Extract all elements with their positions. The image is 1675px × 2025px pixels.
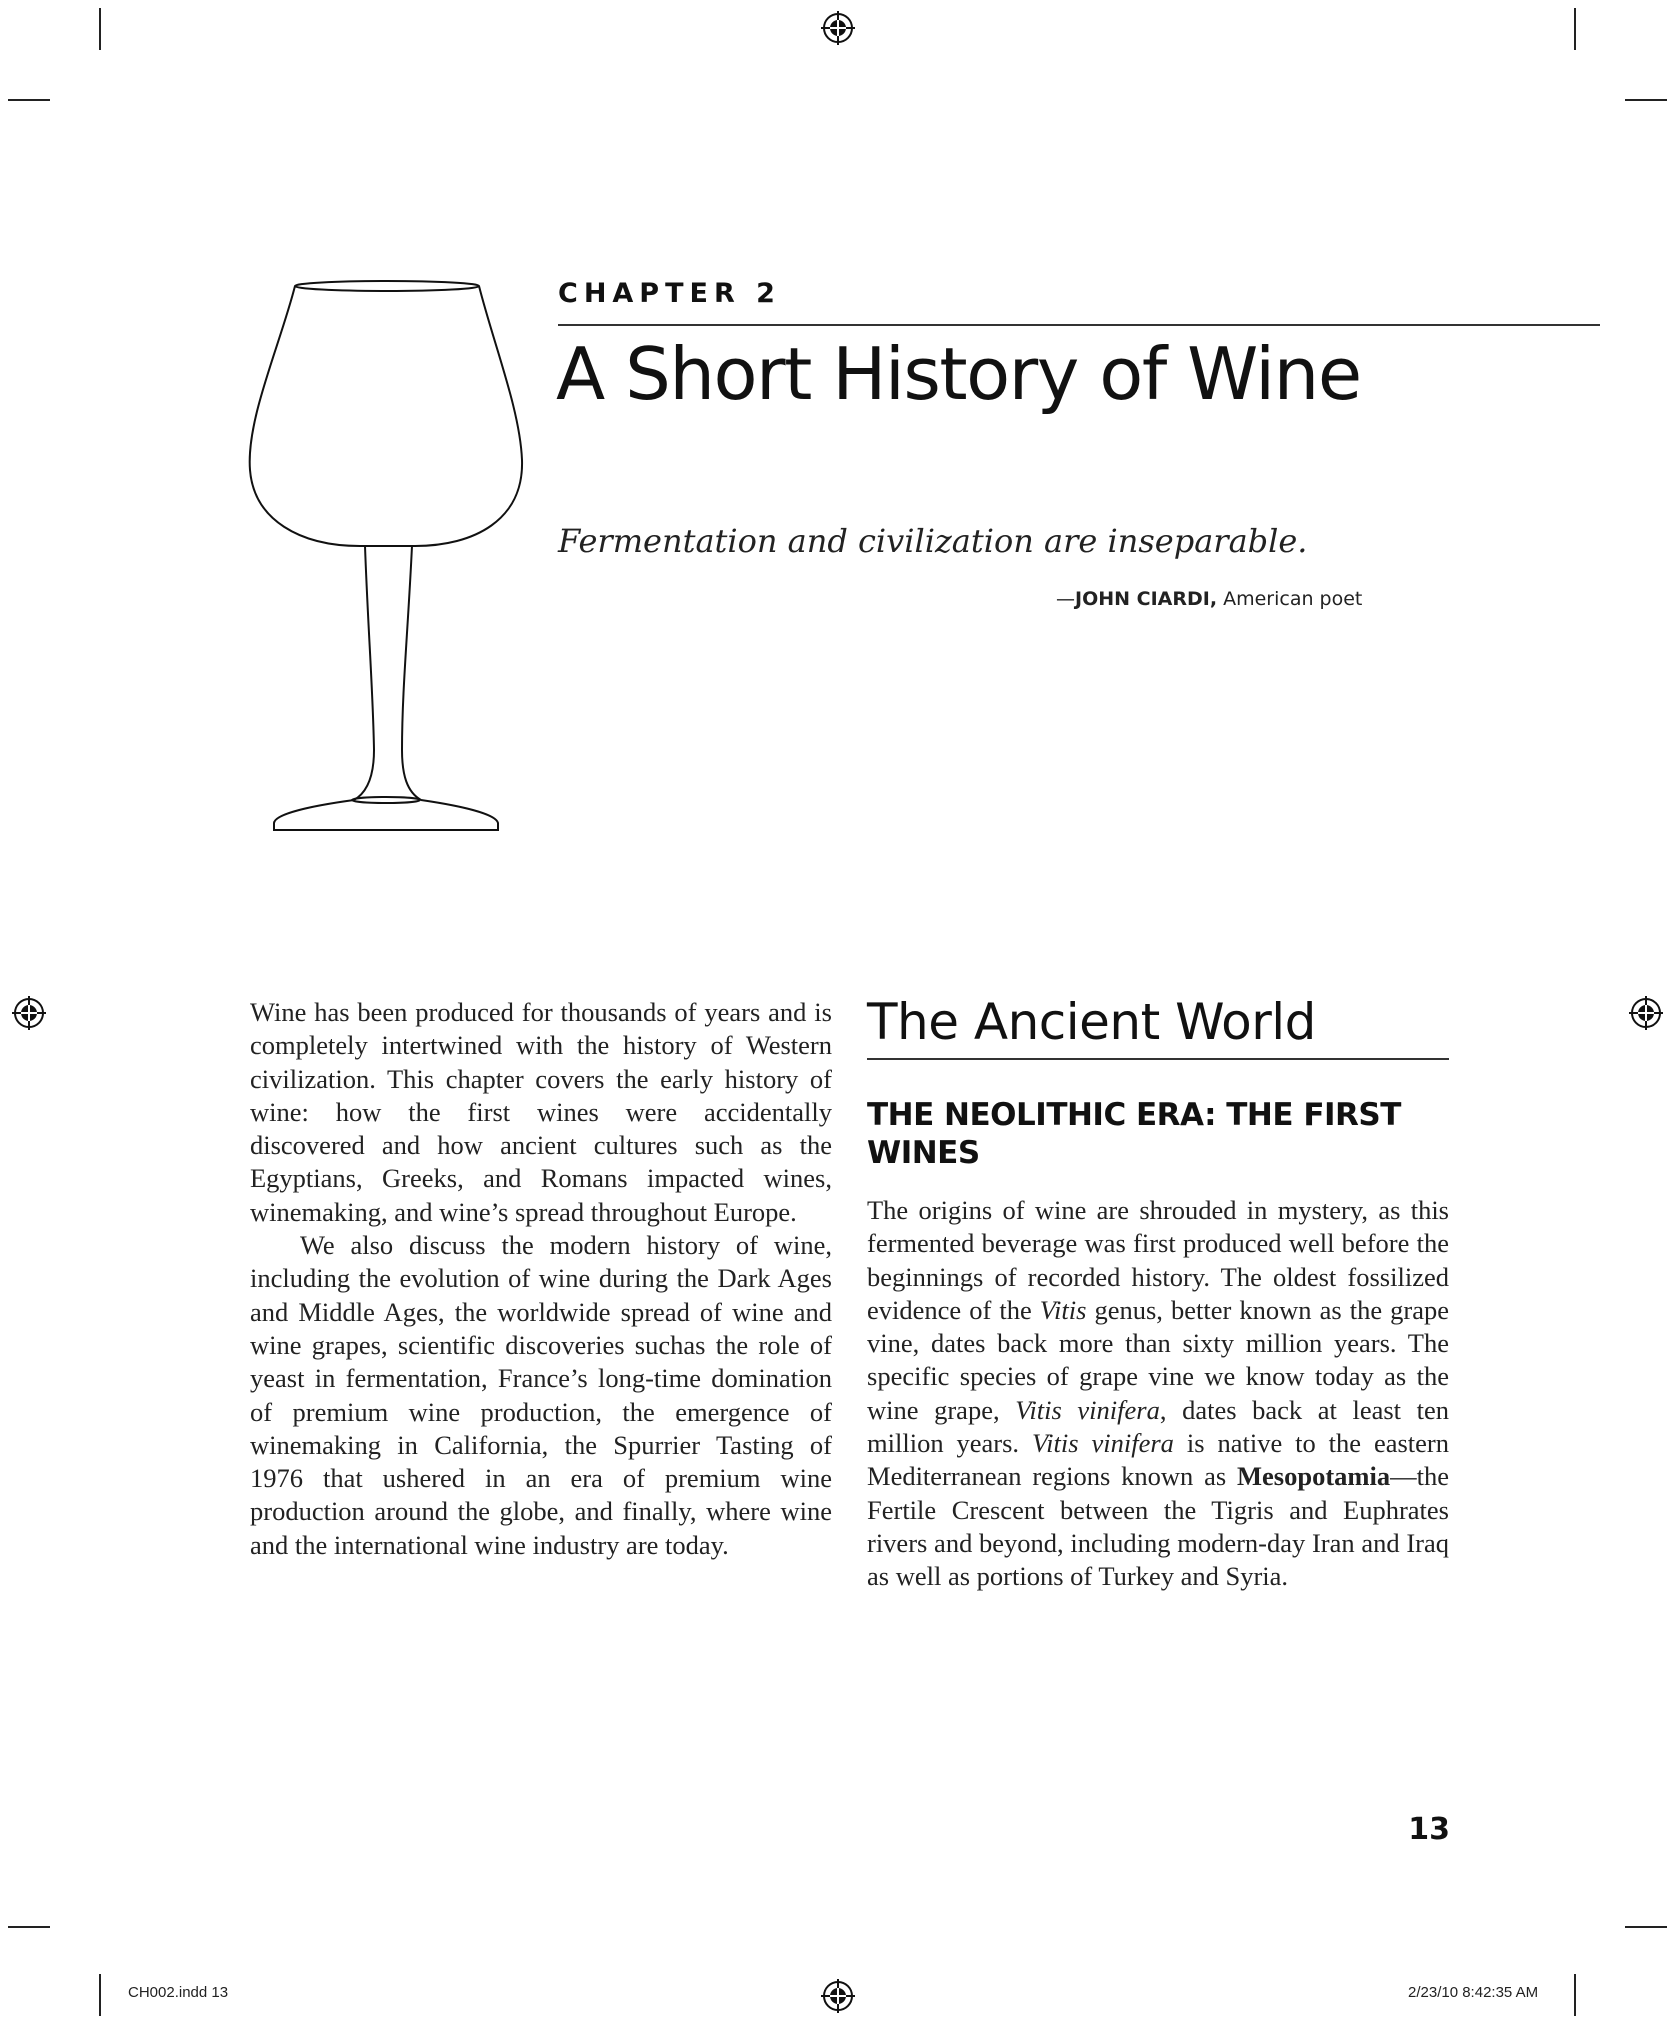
section-body: [867, 1194, 1449, 1594]
chapter-rule: [558, 324, 1600, 326]
registration-mark-icon: [821, 1979, 855, 2013]
crop-mark: [8, 99, 50, 101]
intro-paragraph: Wine has been produced for thousands of years and is completely intertwined with the history of Western civilization. This chapter covers the early history of wine: how the first wines were accidentally discovered and how ancient cultures such as the Egyptians, Greeks, and Romans impacted wines, winemaking, and wine’s spread throughout Europe.: [250, 997, 832, 1227]
term-vitis: Vitis: [1039, 1294, 1087, 1325]
intro-column: [250, 996, 832, 1562]
registration-mark-icon: [1629, 996, 1663, 1030]
subsection-title: THE NEOLITHIC ERA: THE FIRST WINES: [867, 1097, 1401, 1171]
wine-glass-icon: [240, 270, 540, 850]
attribution-author: JOHN CIARDI,: [1075, 588, 1218, 610]
slug-filename: CH002.indd 13: [128, 1984, 229, 2001]
chapter-label: CHAPTER 2: [558, 278, 781, 309]
body-text: , dates back at least ten million years.: [867, 1394, 1449, 1459]
crop-mark: [99, 8, 101, 50]
body-text: The origins of wine are shrouded in mystery, as this fermented beverage was first produced well before the beginnings of recorded history. The oldest fossilized evidence of the: [867, 1195, 1449, 1325]
crop-mark: [99, 1974, 101, 2016]
body-text: —the Fertile Crescent between the Tigris and Euphrates rivers and beyond, including modern-day Iran and Iraq as well as portions of Turkey and Syria.: [867, 1461, 1449, 1592]
crop-mark: [1625, 1926, 1667, 1928]
body-text: is native to the eastern Mediterranean regions known as: [867, 1428, 1450, 1492]
slug-timestamp: 2/23/10 8:42:35 AM: [1408, 1984, 1539, 2001]
crop-mark: [1574, 8, 1576, 50]
attribution-dash: —: [1056, 588, 1075, 610]
term-mesopotamia: Mesopotamia: [1237, 1461, 1391, 1492]
crop-mark: [1625, 99, 1667, 101]
epigraph-attribution: [1056, 588, 1362, 610]
section-rule: [867, 1058, 1449, 1060]
epigraph-quote: Fermentation and civilization are inseparable.: [558, 522, 1308, 560]
term-vitis-vinifera: Vitis vinifera: [1031, 1428, 1174, 1459]
body-text: genus, better known as the grape vine, dates back more than sixty million years. The specific species of grape vine we know today as the wine grape,: [867, 1294, 1449, 1425]
section-title: The Ancient World: [867, 993, 1316, 1051]
attribution-role: American poet: [1223, 588, 1363, 610]
term-vitis-vinifera: Vitis vinifera: [1015, 1394, 1160, 1425]
registration-mark-icon: [821, 11, 855, 45]
page-number: 13: [1408, 1812, 1450, 1847]
section-column: [867, 990, 1449, 1594]
intro-paragraph: We also discuss the modern history of wine, including the evolution of wine during the Dark Ages and Middle Ages, the worldwide spread of wine and wine grapes, scientific discoveries suchas the role of yeast in fermentation, France’s long-time domination of premium wine production, the emergence of winemaking in California, the Spurrier Tasting of 1976 that ushered in an era of premium wine production around the globe, and finally, where wine and the international wine industry are today.: [250, 1230, 832, 1560]
registration-mark-icon: [12, 996, 46, 1030]
crop-mark: [1574, 1974, 1576, 2016]
chapter-title: A Short History of Wine: [556, 332, 1361, 416]
crop-mark: [8, 1926, 50, 1928]
